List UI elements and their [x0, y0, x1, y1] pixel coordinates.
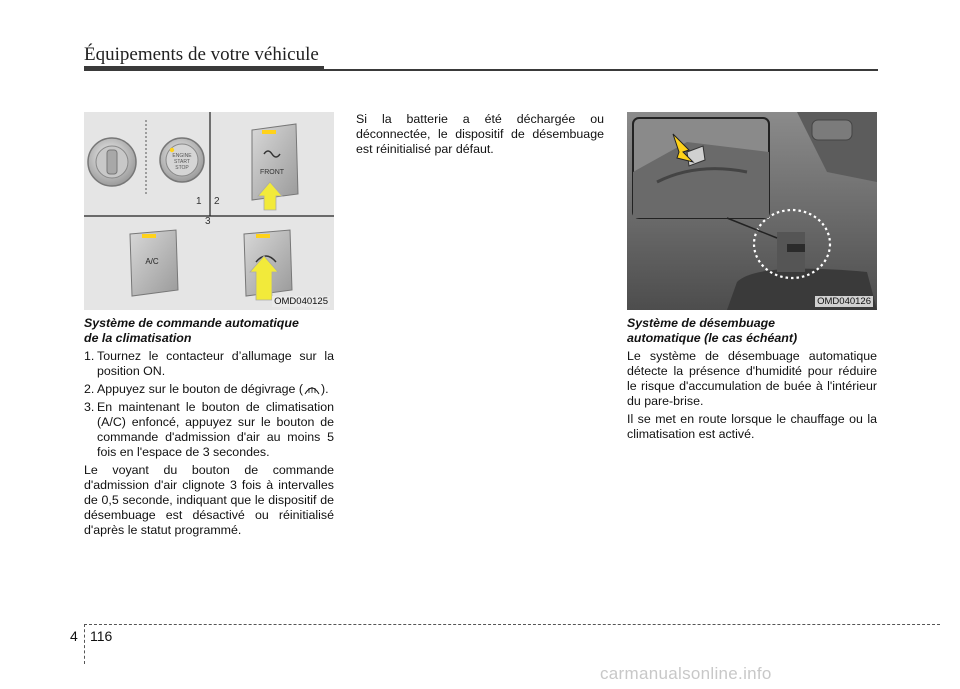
- step-number: 2.: [84, 382, 95, 396]
- step-text: En maintenant le bouton de climatisation (A/C) enfoncé, appuyez sur le bouton de commande d'admission d'air au moins 5 fois en l'espace de 3 secondes.: [97, 400, 334, 459]
- front-text: FRONT: [259, 169, 285, 176]
- section-heading: [627, 316, 877, 346]
- step-text: [97, 382, 334, 397]
- step-number: 1.: [84, 349, 95, 363]
- column-2: [356, 112, 604, 160]
- list-item: [84, 349, 334, 379]
- body-paragraph: Le voyant du bouton de commande d'admission d'air clignote 3 fois à intervalles de 0,5 seconde, indiquant que le dispositif de désembuage est désactivé ou réinitialisé d'après le statut programmé.: [84, 463, 334, 537]
- ac-button-icon: [130, 230, 178, 296]
- column-3: [627, 316, 877, 445]
- figure-label: OMD040125: [274, 296, 328, 307]
- engine-text-2: START: [174, 159, 190, 165]
- steps-list: [84, 349, 334, 460]
- column-1: [84, 316, 334, 541]
- heading-line-2: automatique (le cas échéant): [627, 331, 798, 345]
- list-item: [84, 382, 334, 397]
- step-text: Tournez le contacteur d’allumage sur la position ON.: [97, 349, 334, 378]
- callout-3: 3: [205, 216, 211, 227]
- page-number: 116: [90, 628, 113, 644]
- step-text-post: ).: [320, 382, 329, 396]
- footer-divider: [84, 624, 85, 664]
- body-paragraph: Si la batterie a été déchargée ou déconnectée, le dispositif de désembuage est réinitialisé par défaut.: [356, 112, 604, 156]
- body-paragraph: Le système de désembuage automatique détecte la présence d'humidité pour réduire le risque d'accumulation de buée à l'intérieur du pare-brise.: [627, 349, 877, 408]
- page-header-title: Équipements de votre véhicule: [84, 44, 319, 65]
- footer-rule: [84, 624, 940, 625]
- engine-text-3: STOP: [175, 165, 189, 171]
- heading-line-2: de la climatisation: [84, 331, 192, 345]
- engine-text-1: ENGINE: [172, 153, 192, 159]
- section-number: 4: [70, 628, 78, 644]
- watermark: carmanualsonline.info: [600, 664, 772, 683]
- figure-label: OMD040126: [817, 296, 871, 307]
- defog-sensor-illustration: [627, 112, 877, 310]
- heading-line-1: Système de commande automatique: [84, 316, 299, 330]
- front-defrost-icon: [303, 384, 321, 395]
- section-heading: [84, 316, 334, 346]
- climate-controls-illustration: [84, 112, 334, 310]
- figure-defog-sensor: [627, 112, 877, 310]
- heading-line-1: Système de désembuage: [627, 316, 776, 330]
- step-text-pre: Appuyez sur le bouton de dégivrage (: [97, 382, 303, 396]
- step-number: 3.: [84, 400, 95, 414]
- callout-2: 2: [214, 196, 220, 207]
- body-paragraph: Il se met en route lorsque le chauffage ou la climatisation est activé.: [627, 412, 877, 441]
- callout-1: 1: [196, 196, 202, 207]
- list-item: [84, 400, 334, 460]
- header-rule-thin: [324, 69, 878, 71]
- engine-start-stop-button-icon: [160, 138, 204, 182]
- ignition-knob-icon: [88, 138, 136, 186]
- figure-climate-controls: [84, 112, 334, 310]
- ac-text: A/C: [145, 257, 159, 266]
- header-rule-thick: [84, 66, 324, 71]
